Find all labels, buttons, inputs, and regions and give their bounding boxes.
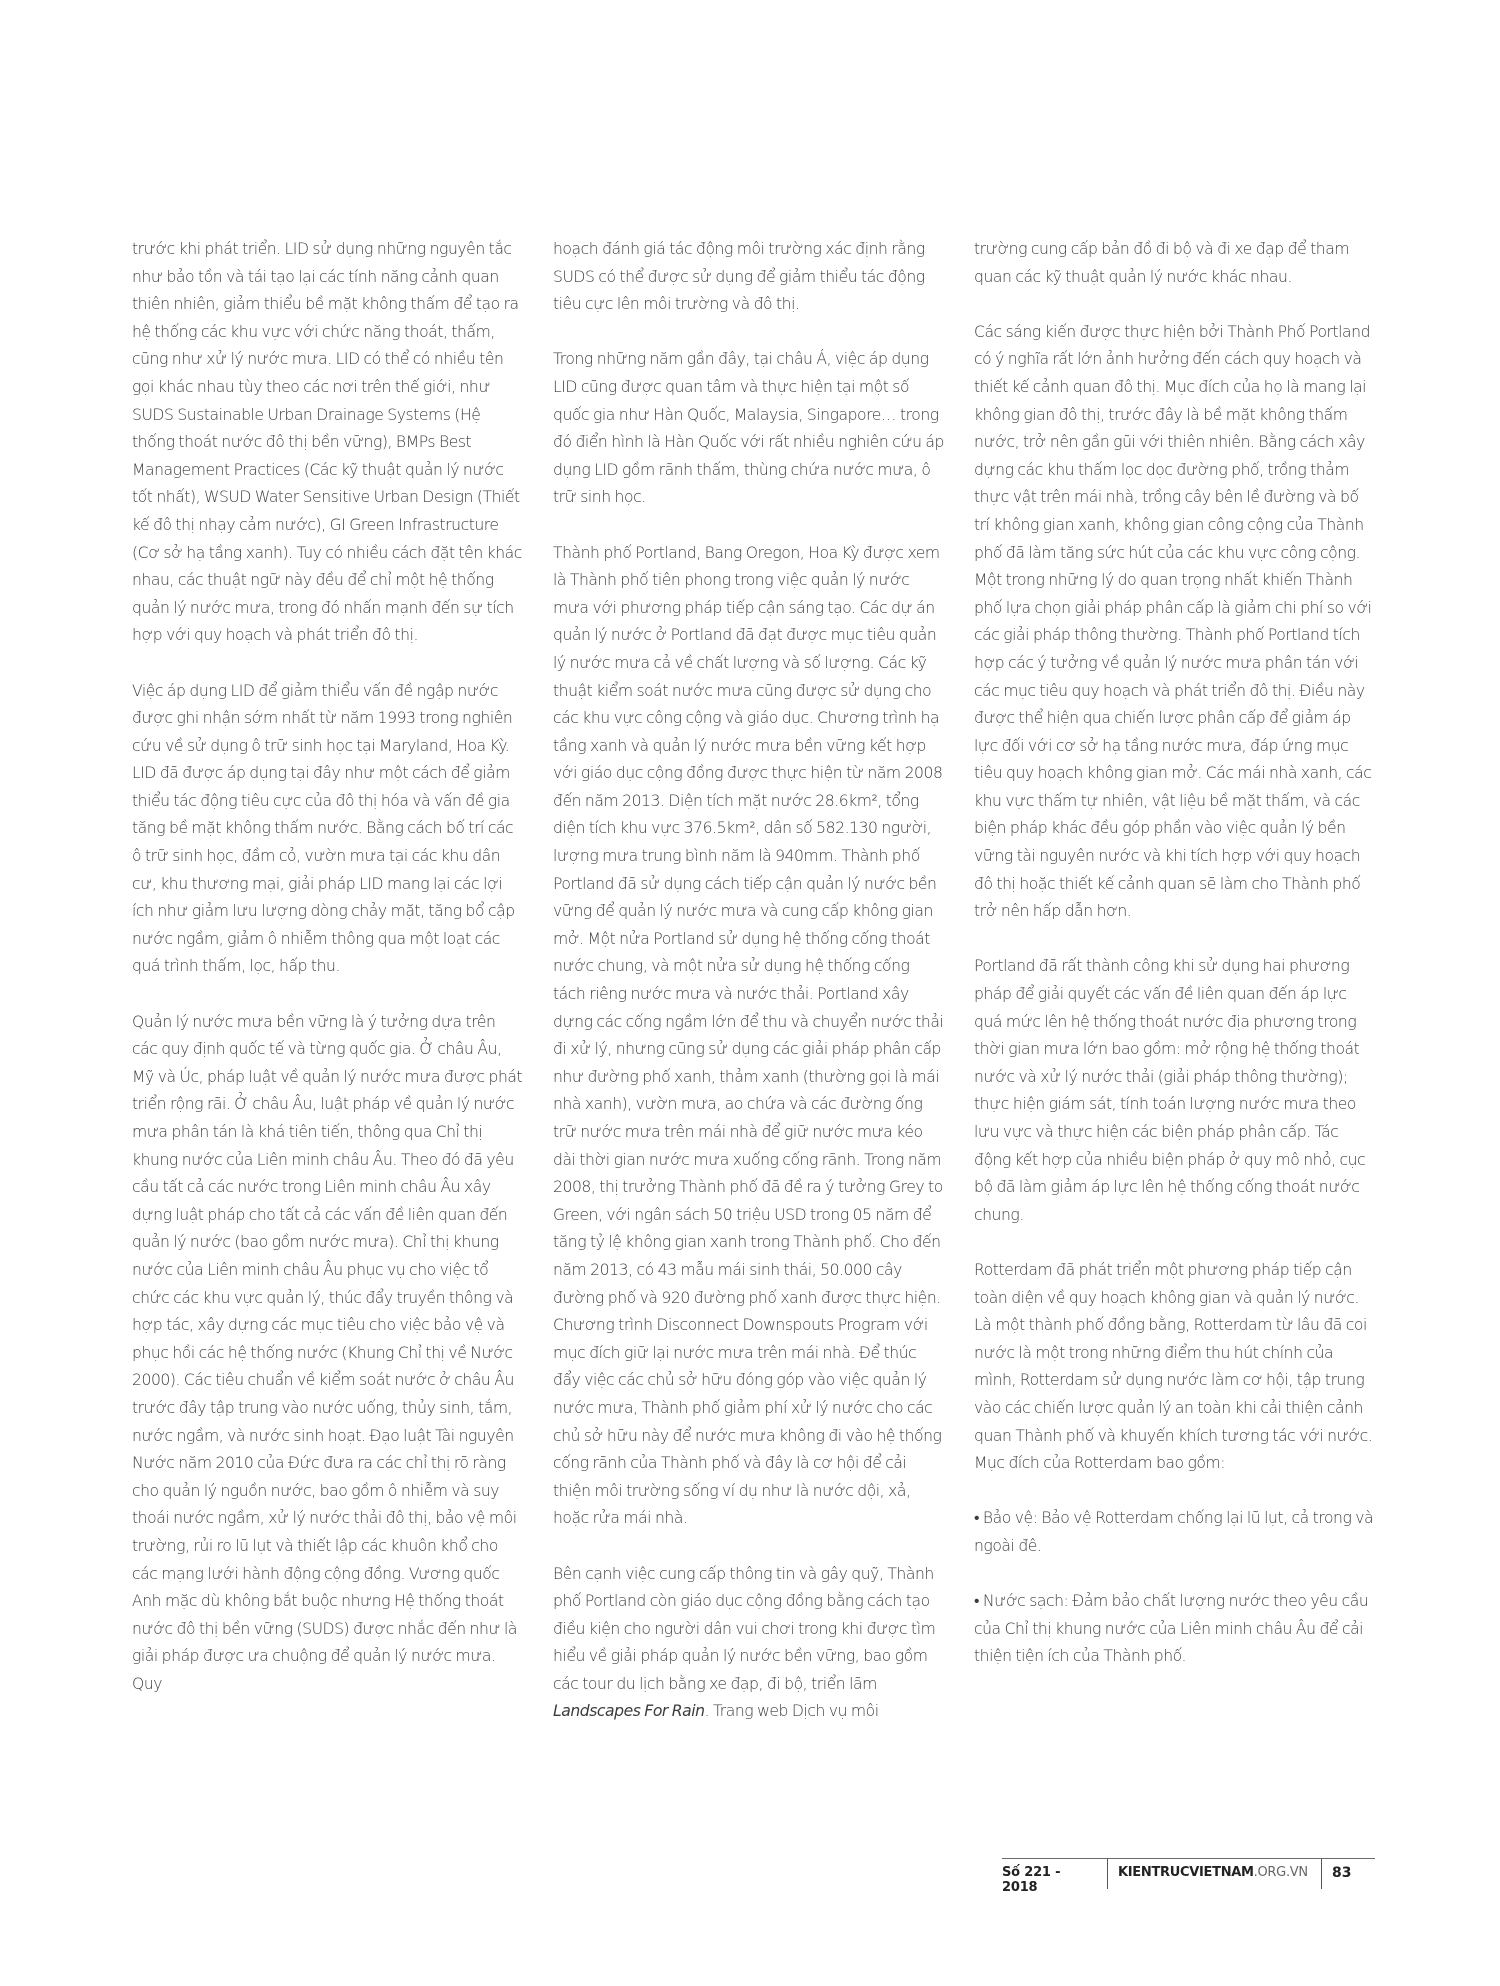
website-link[interactable] bbox=[1108, 1859, 1322, 1889]
site-domain: .ORG.VN bbox=[1253, 1865, 1308, 1880]
paragraph-text: Bên cạnh việc cung cấp thông tin và gây quỹ, Thành phố Portland còn giáo dục cộng đồng bằng cách tạo điều kiện cho người dân vui chơi trong khi được tìm hiểu về giải pháp quản lý nước bền vững, bao gồm các tour du lịch bằng xe đạp, đi bộ, triển lãm bbox=[553, 1564, 936, 1693]
paragraph: Thành phố Portland, Bang Oregon, Hoa Kỳ được xem là Thành phố tiên phong trong việc quản lý nước mưa với phương pháp tiếp cận sáng tạo. Các dự án quản lý nước ở Portland đã đạt được mục tiêu quản lý nước mưa cả về chất lượng và số lượng. Các kỹ thuật kiểm soát nước mưa cũng được sử dụng cho các khu vực công cộng và giáo dục. Chương trình hạ tầng xanh và quản lý nước mưa bền vững kết hợp với giáo dục cộng đồng được thực hiện từ năm 2008 đến năm 2013. Diện tích mặt nước 28.6km², tổng diện tích khu vực 376.5km², dân số 582.130 người, lượng mưa trung bình năm là 940mm. Thành phố Portland đã sử dụng cách tiếp cận quản lý nước bền vững để quản lý nước mưa và cung cấp không gian mở. Một nửa Portland sử dụng hệ thống cống thoát nước chung, và một nửa sử dụng hệ thống cống tách riêng nước mưa và nước thải. Portland xây dựng các cống ngầm lớn để thu và chuyển nước thải đi xử lý, nhưng cũng sử dụng các giải pháp phân cấp như đường phố xanh, thảm xanh (thường gọi là mái nhà xanh), vườn mưa, ao chứa và các đường ống trữ nước mưa trên mái nhà để giữ nước mưa kéo dài thời gian nước mưa xuống cống rãnh. Trong năm 2008, thị trưởng Thành phố đã đề ra ý tưởng Grey to Green, với ngân sách 50 triệu USD trong 05 năm để tăng tỷ lệ không gian xanh trong Thành phố. Cho đến năm 2013, có 43 mẫu mái sinh thái, 50.000 cây đường phố và 920 đường phố xanh được thực hiện. Chương trình Disconnect Downspouts Program với mục đích giữ lại nước mưa trên mái nhà. Để thúc đẩy việc các chủ sở hữu đóng góp vào việc quản lý nước mưa, Thành phố giảm phí xử lý nước cho các chủ sở hữu này để nước mưa không đi vào hệ thống cống rãnh của Thành phố và đây là cơ hội để cải thiện môi trường sống ví dụ như là nước dội, xả, hoặc rửa mái nhà. bbox=[553, 543, 944, 1528]
paragraph-text: . Trang web Dịch vụ môi bbox=[704, 1702, 879, 1721]
bullet-item: • Bảo vệ: Bảo vệ Rotterdam chống lại lũ lụt, cả trong và ngoài đê. bbox=[974, 1509, 1374, 1555]
paragraph: Trong những năm gần đây, tại châu Á, việc áp dụng LID cũng được quan tâm và thực hiện tại một số quốc gia như Hàn Quốc, Malaysia, Singapore… trong đó điển hình là Hàn Quốc với rất nhiều nghiên cứu áp dụng LID gồm rãnh thấm, thùng chứa nước mưa, ô trữ sinh học. bbox=[553, 350, 944, 507]
paragraph: hoạch đánh giá tác động môi trường xác định rằng SUDS có thể được sử dụng để giảm thiểu tác động tiêu cực lên môi trường và đô thị. bbox=[553, 240, 925, 314]
paragraph: Rotterdam đã phát triển một phương pháp tiếp cận toàn diện về quy hoạch không gian và quản lý nước. Là một thành phố đồng bằng, Rotterdam từ lâu đã coi nước là một trong những điểm thu hút chính của mình, Rotterdam sử dụng nước làm cơ hội, tập trung vào các chiến lược quản lý an toàn khi cải thiện cảnh quan Thành phố và khuyến khích tương tác với nước. Mục đích của Rotterdam bao gồm: bbox=[974, 1260, 1373, 1473]
paragraph bbox=[553, 1561, 945, 1727]
text-column-3 bbox=[974, 236, 1374, 1671]
text-column-1 bbox=[132, 236, 524, 1698]
site-name: KIENTRUCVIETNAM bbox=[1118, 1865, 1254, 1880]
paragraph: Quản lý nước mưa bền vững là ý tưởng dựa trên các quy định quốc tế và từng quốc gia. Ở châu Âu, Mỹ và Úc, pháp luật về quản lý nước mưa được phát triển rộng rãi. Ở châu Âu, luật pháp về quản lý nước mưa phân tán là khá tiên tiến, thông qua Chỉ thị khung nước của Liên minh châu Âu. Theo đó đã yêu cầu tất cả các nước trong Liên minh châu Âu xây dựng luật pháp cho tất cả các vấn đề liên quan đến quản lý nước (bao gồm nước mưa). Chỉ thị khung nước của Liên minh châu Âu phục vụ cho việc tổ chức các khu vực quản lý, thúc đẩy truyền thông và hợp tác, xây dựng các mục tiêu cho việc bảo vệ và phục hồi các hệ thống nước (Khung Chỉ thị về Nước 2000). Các tiêu chuẩn về kiểm soát nước ở châu Âu trước đây tập trung vào nước uống, thủy sinh, tắm, nước ngầm, và nước sinh hoạt. Đạo luật Tài nguyên Nước năm 2010 của Đức đưa ra các chỉ thị rõ ràng cho quản lý nguồn nước, bao gồm ô nhiễm và suy thoái nước ngầm, xử lý nước thải đô thị, bảo vệ môi trường, rủi ro lũ lụt và thiết lập các khuôn khổ cho các mạng lưới hành động cộng đồng. Vương quốc Anh mặc dù không bắt buộc nhưng Hệ thống thoát nước đô thị bền vững (SUDS) được nhắc đến như là giải pháp được ưa chuộng để quản lý nước mưa. Quy bbox=[132, 1012, 523, 1693]
issue-number: Số 221 - 2018 bbox=[1002, 1859, 1108, 1889]
page-footer bbox=[1002, 1858, 1375, 1895]
bullet-item: • Nước sạch: Đảm bảo chất lượng nước theo yêu cầu của Chỉ thị khung nước của Liên minh châu Âu để cải thiện tiện ích của Thành phố. bbox=[974, 1592, 1369, 1666]
paragraph: Việc áp dụng LID để giảm thiểu vấn đề ngập nước được ghi nhận sớm nhất từ năm 1993 trong nghiên cứu về sử dụng ô trữ sinh học tại Maryland, Hoa Kỳ. LID đã được áp dụng tại đây như một cách để giảm thiểu tác động tiêu cực của đô thị hóa và vấn đề gia tăng bề mặt không thấm nước. Bằng cách bố trí các ô trữ sinh học, đầm cỏ, vườn mưa tại các khu dân cư, khu thương mại, giải pháp LID mang lại các lợi ích như giảm lưu lượng dòng chảy mặt, tăng bổ cập nước ngầm, giảm ô nhiễm thông qua một loạt các quá trình thấm, lọc, hấp thu. bbox=[132, 681, 515, 976]
page-number: 83 bbox=[1332, 1865, 1352, 1881]
text-column-2 bbox=[553, 236, 945, 1726]
paragraph: trường cung cấp bản đồ đi bộ và đi xe đạp để tham quan các kỹ thuật quản lý nước khác nhau. bbox=[974, 240, 1350, 286]
paragraph: Các sáng kiến được thực hiện bởi Thành Phố Portland có ý nghĩa rất lớn ảnh hưởng đến cách quy hoạch và thiết kế cảnh quan đô thị. Mục đích của họ là mang lại không gian đô thị, trước đây là bề mặt không thấm nước, trở nên gần gũi với thiên nhiên. Bằng cách xây dựng các khu thấm lọc dọc đường phố, trồng thảm thực vật trên mái nhà, trồng cây bên lề đường và bố trí không gian xanh, không gian công cộng của Thành phố đã làm tăng sức hút của các khu vực công cộng. Một trong những lý do quan trọng nhất khiến Thành phố lựa chọn giải pháp phân cấp là giảm chi phí so với các giải pháp thông thường. Thành phố Portland tích hợp các ý tưởng về quản lý nước mưa phân tán với các mục tiêu quy hoạch và phát triển đô thị. Điều này được thể hiện qua chiến lược phân cấp để giảm áp lực đối với cơ sở hạ tầng nước mưa, đáp ứng mục tiêu quy hoạch không gian mở. Các mái nhà xanh, các khu vực thấm tự nhiên, vật liệu bề mặt thấm, và các biện pháp khác đều góp phần vào việc quản lý bền vững tài nguyên nước và khi tích hợp với quy hoạch đô thị hoặc thiết kế cảnh quan sẽ làm cho Thành phố trở nên hấp dẫn hơn. bbox=[974, 322, 1372, 921]
paragraph: trước khi phát triển. LID sử dụng những nguyên tắc như bảo tồn và tái tạo lại các tính năng cảnh quan thiên nhiên, giảm thiểu bề mặt không thấm để tạo ra hệ thống các khu vực với chức năng thoát, thấm, cũng như xử lý nước mưa. LID có thể có nhiều tên gọi khác nhau tùy theo các nơi trên thế giới, như SUDS Sustainable Urban Drainage Systems (Hệ thống thoát nước đô thị bền vững), BMPs Best Management Practices (Các kỹ thuật quản lý nước tốt nhất), WSUD Water Sensitive Urban Design (Thiết kế đô thị nhạy cảm nước), GI Green Infrastructure (Cơ sở hạ tầng xanh). Tuy có nhiều cách đặt tên khác nhau, các thuật ngữ này đều để chỉ một hệ thống quản lý nước mưa, trong đó nhấn mạnh đến sự tích hợp với quy hoạch và phát triển đô thị. bbox=[132, 240, 522, 645]
paragraph: Portland đã rất thành công khi sử dụng hai phương pháp để giải quyết các vấn đề liên quan đến áp lực quá mức lên hệ thống thoát nước địa phương trong thời gian mưa lớn bao gồm: mở rộng hệ thống thoát nước và xử lý nước thải (giải pháp thông thường); thực hiện giám sát, tính toán lượng nước mưa theo lưu vực và thực hiện các biện pháp phân cấp. Tác động kết hợp của nhiều biện pháp ở quy mô nhỏ, cục bộ đã làm giảm áp lực lên hệ thống cống thoát nước chung. bbox=[974, 957, 1366, 1224]
exhibition-title: Landscapes For Rain bbox=[553, 1702, 705, 1721]
